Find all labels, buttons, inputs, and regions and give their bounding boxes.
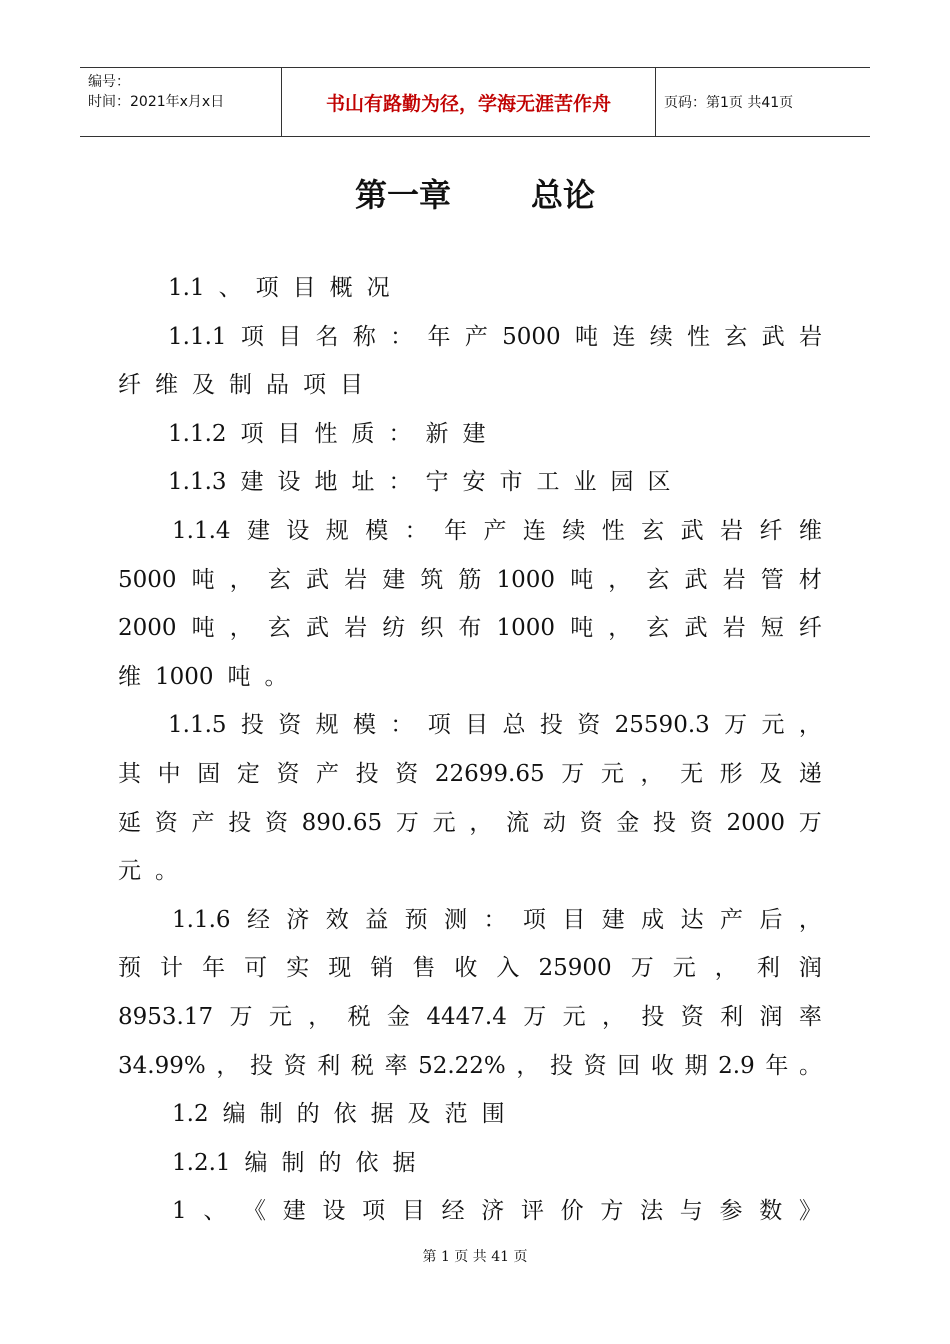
body-line: 预 计 年 可 实 现 销 售 收 入 25900 万 元 ， 利 润	[118, 955, 822, 982]
body-line: 5000 吨 ， 玄 武 岩 建 筑 筋 1000 吨 ， 玄 武 岩 管 材	[118, 566, 822, 593]
body-line: 34.99% ， 投 资 利 税 率 52.22% ， 投 资 回 收 期 2.9 年 。	[118, 1052, 822, 1079]
body-line: 2000 吨 ， 玄 武 岩 纺 织 布 1000 吨 ， 玄 武 岩 短 纤	[118, 615, 822, 642]
document-date: 时间：2021年x月x日	[88, 94, 225, 110]
document-body	[118, 264, 822, 1236]
body-line: 元 。	[118, 858, 178, 885]
body-line: 1.1.3 建 设 地 址 ： 宁 安 市 工 业 园 区	[168, 469, 671, 496]
header-page-info: 页码：第1页 共41页	[664, 95, 794, 111]
body-line: 1.1.1 项 目 名 称 ： 年 产 5000 吨 连 续 性 玄 武 岩	[168, 323, 822, 350]
body-line: 1.1.5 投 资 规 模 ： 项 目 总 投 资 25590.3 万 元 ，	[168, 712, 822, 739]
body-line: 1.1.6 经 济 效 益 预 测 ： 项 目 建 成 达 产 后 ，	[172, 906, 822, 933]
chapter-title: 总论	[531, 176, 596, 214]
body-line: 1.2 编 制 的 依 据 及 范 围	[172, 1101, 505, 1128]
body-line: 1.1.4 建 设 规 模 ： 年 产 连 续 性 玄 武 岩 纤 维	[172, 517, 822, 544]
body-line: 延 资 产 投 资 890.65 万 元 ， 流 动 资 金 投 资 2000 万	[118, 809, 822, 836]
body-line: 其 中 固 定 资 产 投 资 22699.65 万 元 ， 无 形 及 递	[118, 760, 822, 787]
header-meta	[80, 68, 282, 136]
body-line: 纤 维 及 制 品 项 目	[118, 372, 363, 399]
header-motto: 书山有路勤为径，学海无涯苦作舟	[282, 68, 656, 136]
body-line: 1.1.2 项 目 性 质 ： 新 建	[168, 420, 486, 447]
body-line: 维 1000 吨 。	[118, 663, 288, 690]
chapter-number: 第一章	[354, 176, 451, 214]
body-line: 1.2.1 编 制 的 依 据	[172, 1149, 416, 1176]
body-line: 1 、 《 建 设 项 目 经 济 评 价 方 法 与 参 数 》	[172, 1198, 822, 1225]
chapter-heading	[0, 170, 950, 216]
body-line: 1.1 、 项 目 概 况	[168, 275, 390, 301]
page-footer: 第 1 页 共 41 页	[422, 1249, 528, 1265]
page-header	[80, 67, 870, 137]
body-line: 8953.17 万 元 ， 税 金 4447.4 万 元 ， 投 资 利 润 率	[118, 1003, 822, 1030]
document-number-label: 编号：	[88, 74, 130, 90]
